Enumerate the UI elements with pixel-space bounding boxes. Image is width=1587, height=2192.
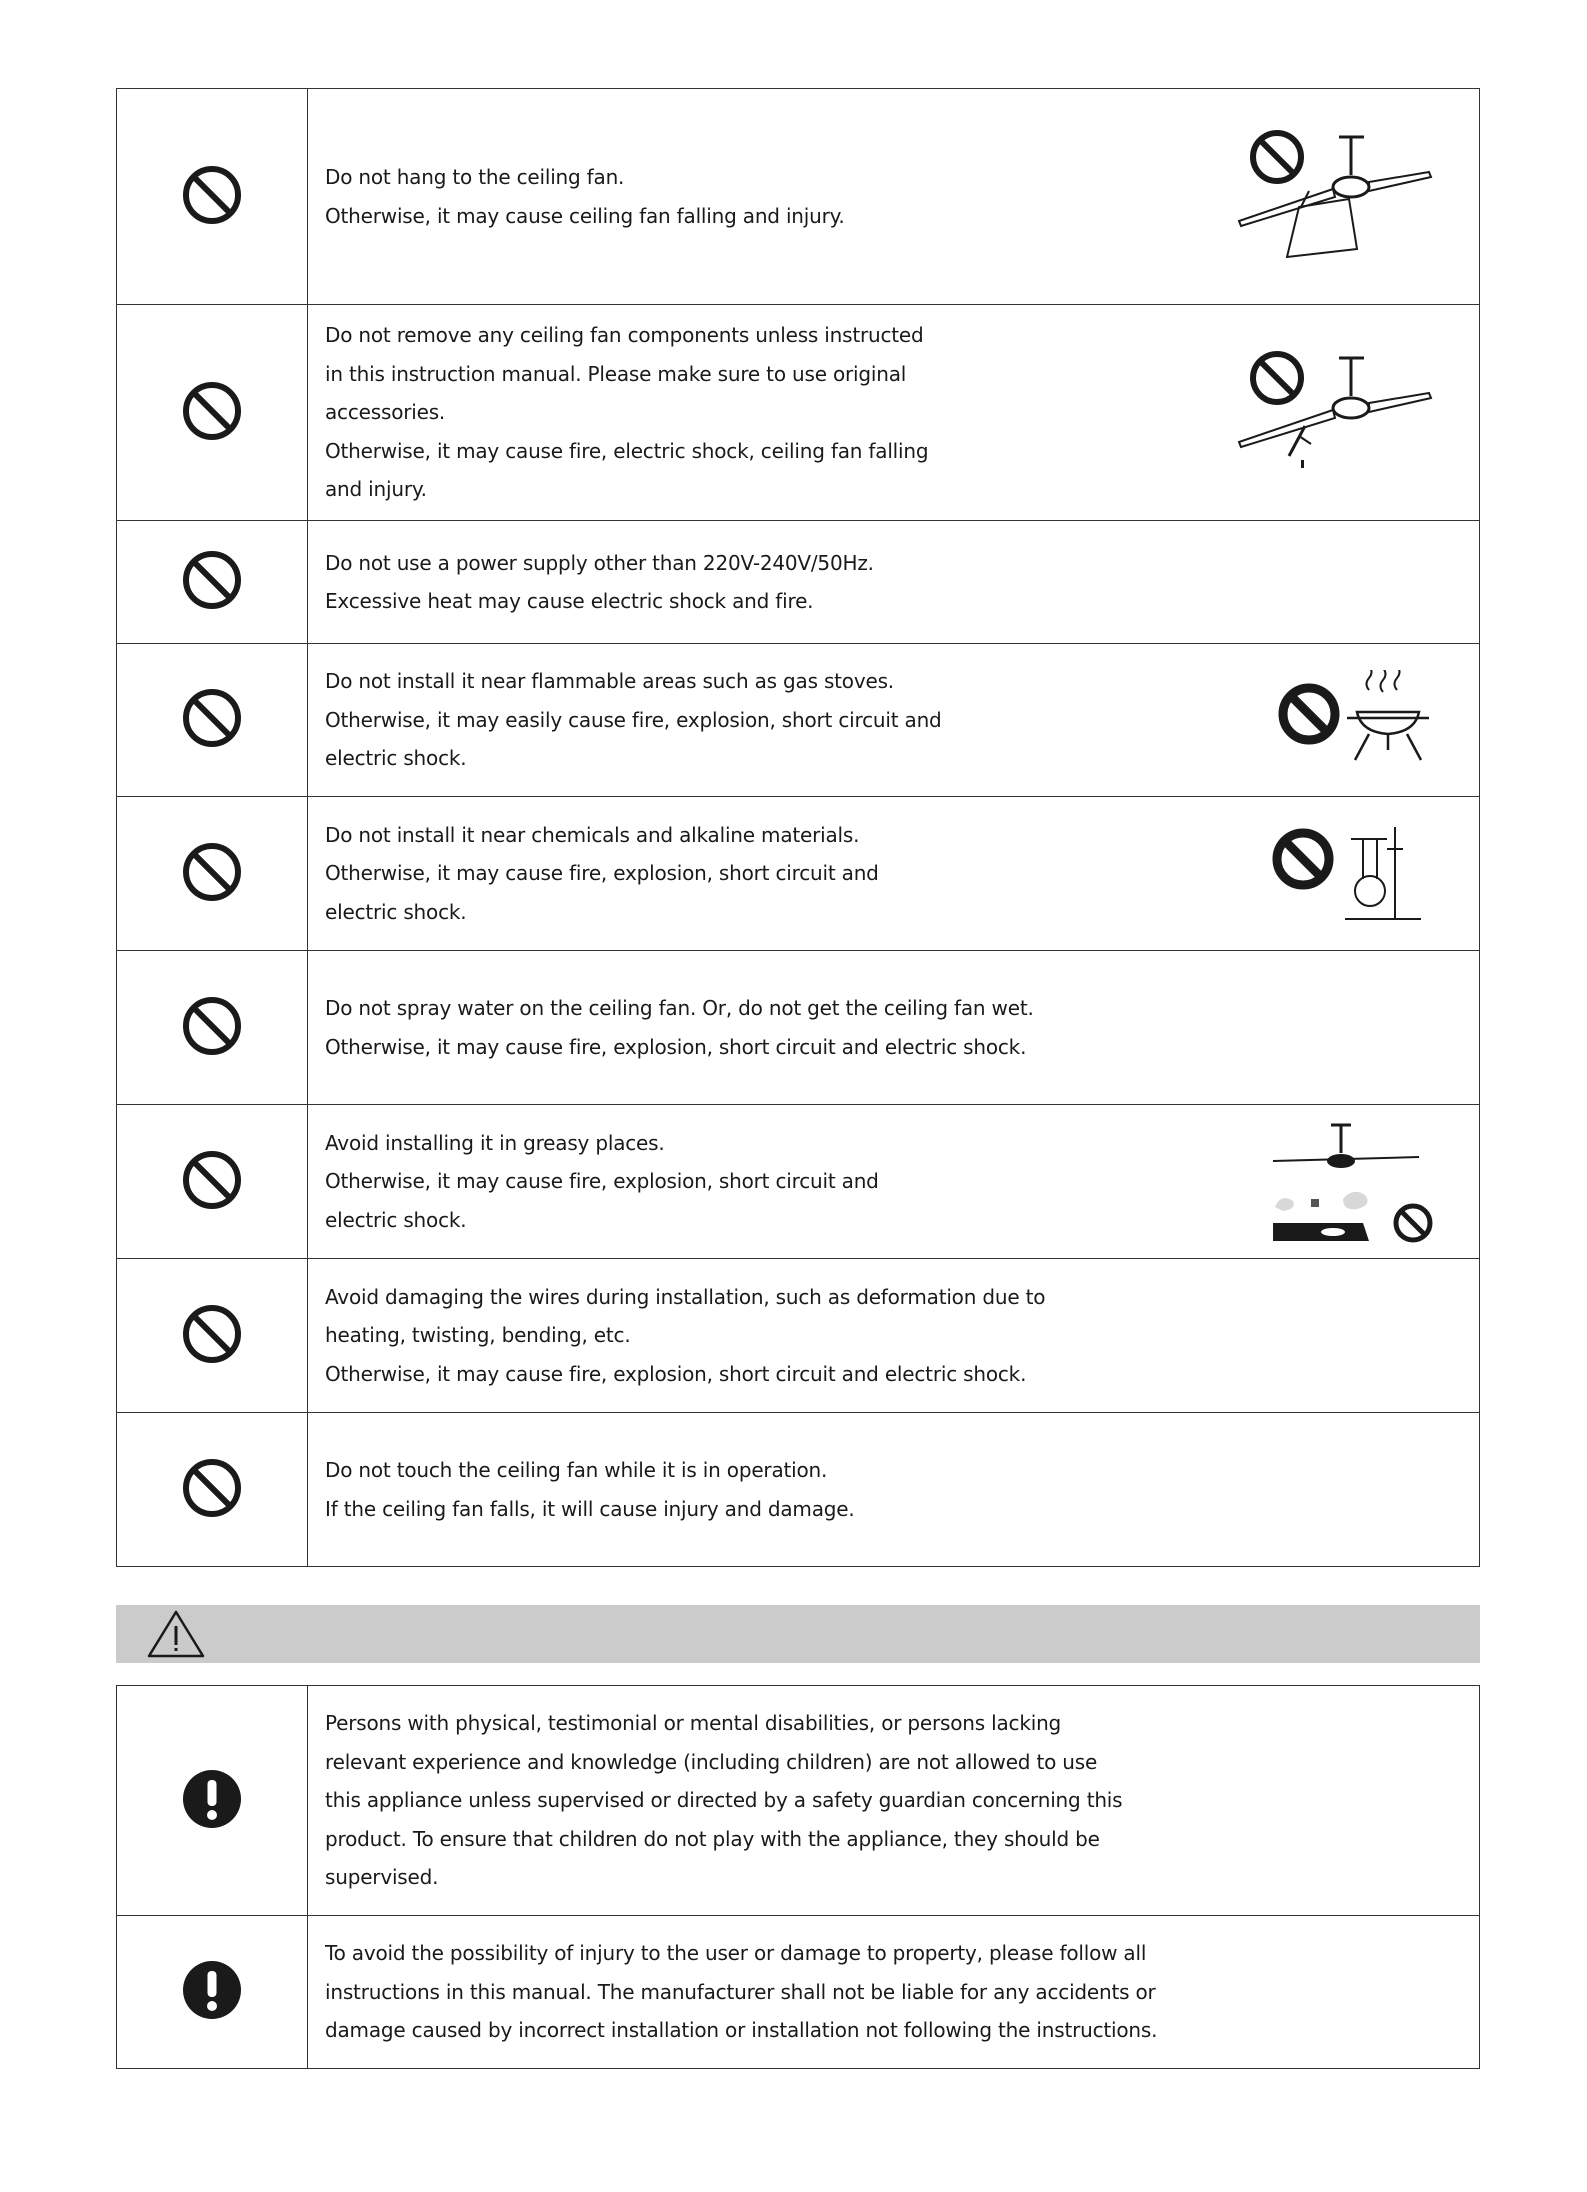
instruction-line: and injury.	[325, 477, 427, 502]
prohibition-icon	[181, 164, 243, 226]
instruction-line: accessories.	[325, 400, 446, 425]
instruction-line: Do not use a power supply other than 220V-240V/50Hz.	[325, 550, 874, 575]
prohibition-table	[116, 88, 1480, 1567]
instruction-line: damage caused by incorrect installation or installation not following the instructions.	[325, 2018, 1158, 2043]
prohibition-row	[117, 1259, 1480, 1413]
instruction-line: heating, twisting, bending, etc.	[325, 1323, 631, 1348]
prohibition-icon	[181, 1457, 243, 1519]
instruction-line: Excessive heat may cause electric shock and fire.	[325, 589, 814, 613]
instruction-line: Do not install it near chemicals and alkaline materials.	[325, 822, 860, 847]
prohibition-row	[117, 305, 1480, 521]
instruction-line: Avoid damaging the wires during installation, such as deformation due to	[325, 1284, 1046, 1309]
mandatory-exclamation-icon	[181, 1959, 243, 2021]
instruction-line: electric shock.	[325, 899, 467, 924]
gas-stove-prohibited-illustration	[1269, 670, 1439, 770]
instruction-line: electric shock.	[325, 746, 467, 771]
hanging-on-fan-prohibited-illustration	[1229, 127, 1439, 267]
prohibition-row	[117, 1105, 1480, 1259]
instruction-line: Do not install it near flammable areas such as gas stoves.	[325, 669, 894, 694]
prohibition-icon	[181, 1303, 243, 1365]
prohibition-row	[117, 951, 1480, 1105]
instruction-line: in this instruction manual. Please make sure to use original	[325, 361, 907, 386]
chemical-flask-prohibited-illustration	[1267, 819, 1427, 929]
instruction-line: supervised.	[325, 1865, 439, 1890]
caution-table	[116, 1685, 1480, 2069]
instruction-line: this appliance unless supervised or directed by a safety guardian concerning this	[325, 1788, 1123, 1813]
instruction-line: Otherwise, it may cause fire, explosion, short circuit and electric shock.	[325, 1361, 1027, 1386]
instruction-line: Do not touch the ceiling fan while it is in operation.	[325, 1458, 828, 1482]
mandatory-exclamation-icon	[181, 1768, 243, 1830]
instruction-line: relevant experience and knowledge (including children) are not allowed to use	[325, 1749, 1098, 1774]
instruction-line: Persons with physical, testimonial or mental disabilities, or persons lacking	[325, 1711, 1062, 1736]
prohibition-row	[117, 521, 1480, 644]
instruction-line: Otherwise, it may cause fire, explosion, short circuit and electric shock.	[325, 1034, 1027, 1059]
instruction-line: Otherwise, it may cause fire, explosion, short circuit and	[325, 1169, 879, 1194]
instruction-line: Do not remove any ceiling fan components unless instructed	[325, 323, 924, 348]
instruction-line: Otherwise, it may cause fire, electric shock, ceiling fan falling	[325, 438, 929, 463]
caution-row	[117, 1916, 1480, 2069]
instruction-line: Avoid installing it in greasy places.	[325, 1130, 665, 1155]
instruction-line: Do not spray water on the ceiling fan. Or, do not get the ceiling fan wet.	[325, 996, 1034, 1020]
greasy-place-prohibited-illustration	[1271, 1117, 1441, 1247]
instruction-line: To avoid the possibility of injury to the user or damage to property, please follow all	[325, 1941, 1147, 1966]
instruction-line: instructions in this manual. The manufacturer shall not be liable for any accidents or	[325, 1979, 1156, 2004]
instruction-line: product. To ensure that children do not play with the appliance, they should be	[325, 1826, 1100, 1851]
instruction-line: Otherwise, it may cause ceiling fan falling and injury.	[325, 203, 845, 228]
prohibition-icon	[181, 1149, 243, 1211]
prohibition-row	[117, 644, 1480, 797]
instruction-line: If the ceiling fan falls, it will cause injury and damage.	[325, 1496, 855, 1521]
disassembly-prohibited-illustration	[1229, 348, 1439, 478]
instruction-line: Do not hang to the ceiling fan.	[325, 165, 625, 189]
caution-banner	[116, 1605, 1480, 1663]
prohibition-row	[117, 1413, 1480, 1567]
prohibition-icon	[181, 995, 243, 1057]
warning-triangle-icon	[146, 1609, 206, 1659]
instruction-line: electric shock.	[325, 1207, 467, 1232]
instruction-line: Otherwise, it may easily cause fire, explosion, short circuit and	[325, 707, 942, 732]
prohibition-row	[117, 797, 1480, 951]
prohibition-icon	[181, 549, 243, 611]
instruction-line: Otherwise, it may cause fire, explosion, short circuit and	[325, 861, 879, 886]
prohibition-icon	[181, 380, 243, 442]
prohibition-icon	[181, 687, 243, 749]
prohibition-icon	[181, 841, 243, 903]
caution-row	[117, 1686, 1480, 1916]
prohibition-row	[117, 89, 1480, 305]
